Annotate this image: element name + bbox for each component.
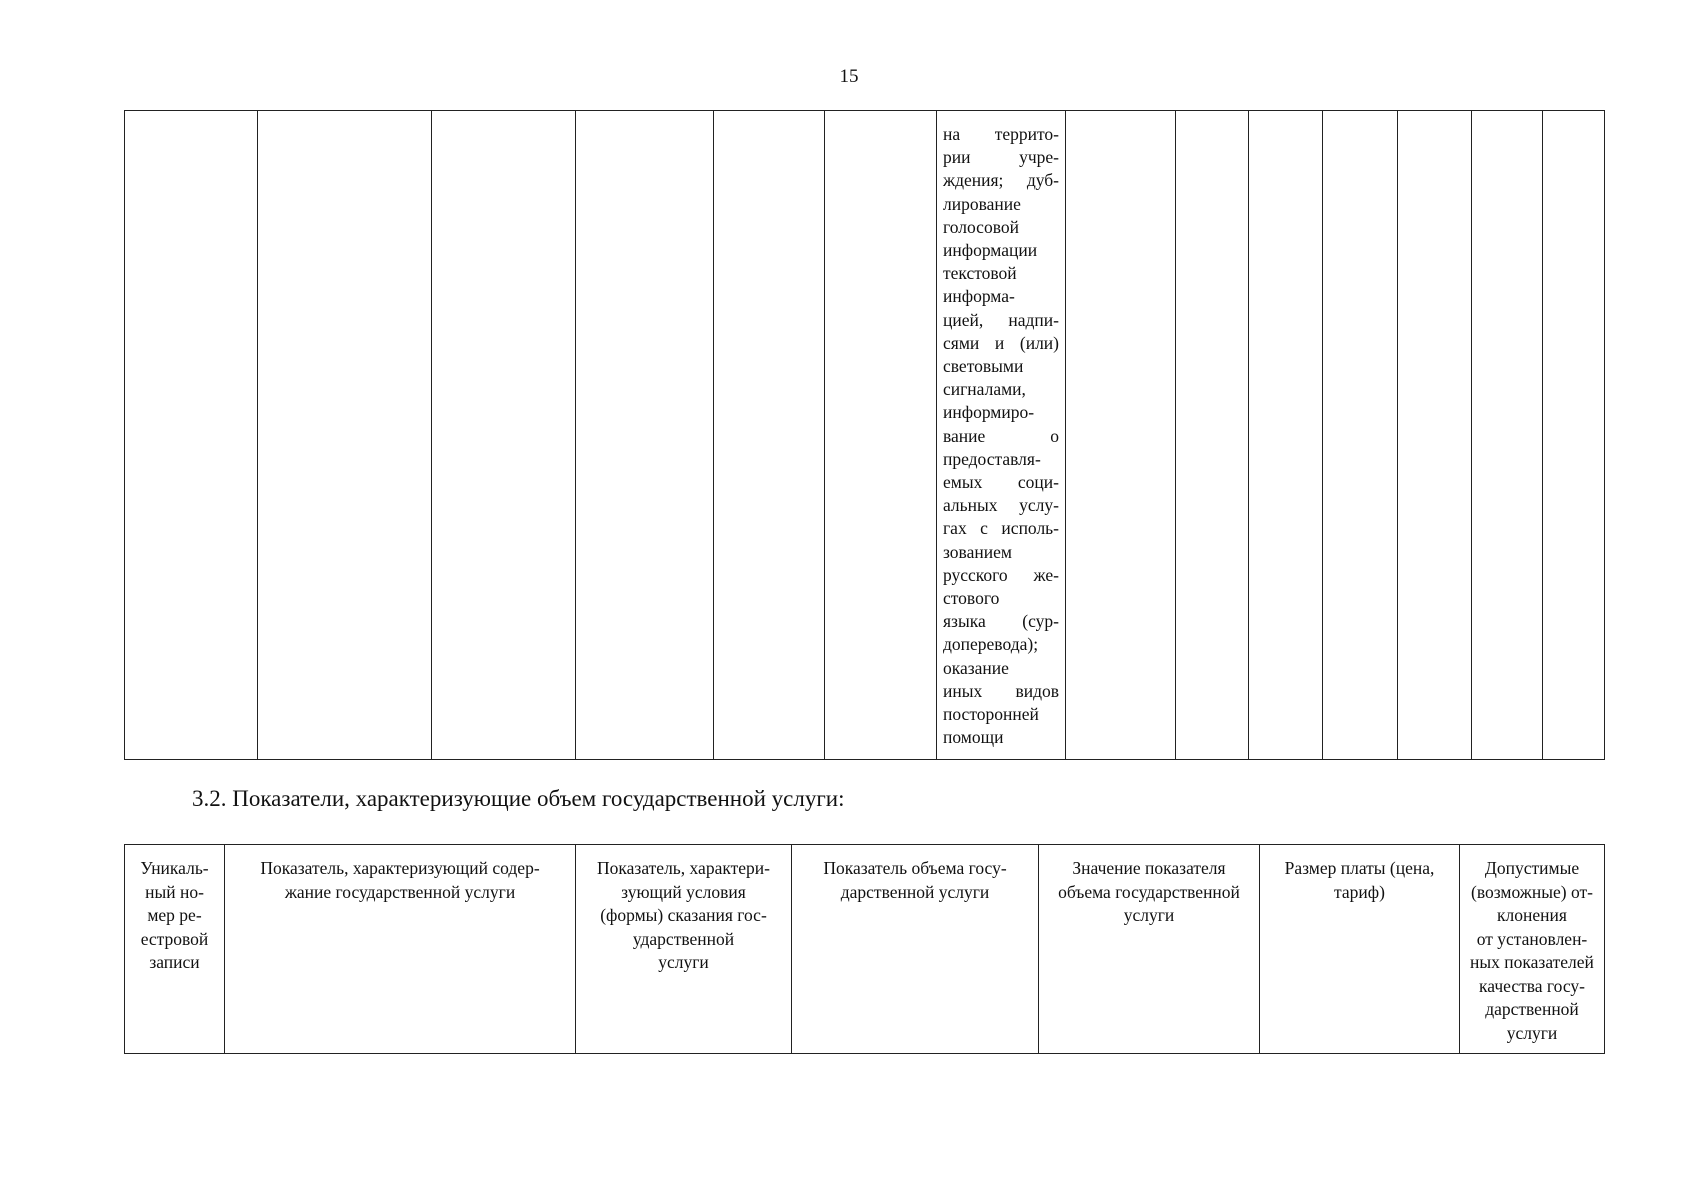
header-text-line: Уникаль- (140, 858, 209, 878)
table-cell (1472, 111, 1543, 760)
header-text-line: дарственной (1485, 999, 1579, 1019)
header-content-indicator (225, 845, 576, 1054)
header-text-line: Размер платы (цена, (1284, 858, 1435, 878)
volume-indicators-table (124, 844, 1605, 1054)
quality-indicators-table-continuation (124, 110, 1605, 760)
table-cell (825, 111, 937, 760)
table-cell (1066, 111, 1176, 760)
page-number: 15 (839, 66, 859, 87)
header-text-line: Показатель объема госу- (823, 858, 1007, 878)
table-cell (1323, 111, 1398, 760)
header-text-line: услуги (1123, 905, 1175, 925)
table-cell (1249, 111, 1323, 760)
header-volume-indicator (792, 845, 1039, 1054)
header-text-line: зующий условия (621, 881, 746, 902)
cell-text-line: предоставля- (943, 448, 1041, 469)
cell-text-line: языка (сур- (943, 611, 1059, 632)
header-allowed-deviations (1460, 845, 1605, 1054)
cell-text-line: доперевода); (943, 634, 1039, 655)
header-text-line: клонения (1497, 905, 1567, 925)
header-text-line: услуги (658, 952, 709, 972)
cell-text-line: информиро- (943, 402, 1035, 423)
header-text-line: мер ре- (147, 905, 202, 925)
cell-text-line: гах с исполь- (943, 518, 1059, 539)
cell-text-line: лирование (943, 193, 1021, 214)
header-text-line: ударственной (632, 928, 735, 949)
header-text-line: Показатель, характеризующий содер- (260, 858, 540, 878)
header-text-line: тариф) (1334, 881, 1385, 902)
cell-text-line: рии учре- (943, 147, 1059, 168)
header-conditions-indicator (576, 845, 792, 1054)
table-row (125, 111, 1605, 760)
header-text-line: ных показателей (1470, 952, 1594, 972)
header-text-line: Допустимые (1484, 858, 1580, 878)
header-text-line: объема государственной (1058, 881, 1240, 902)
cell-text-line: стового (943, 588, 1000, 609)
header-registry-number (125, 845, 225, 1054)
header-text-line: услуги (1506, 1022, 1558, 1043)
cell-text-line: текстовой (943, 263, 1017, 284)
cell-text-line: иных видов (943, 680, 1059, 701)
header-text-line: естровой (140, 928, 209, 949)
cell-text-line: оказание (943, 657, 1009, 678)
cell-text-line: на террито- (943, 124, 1059, 144)
cell-text-line: информа- (943, 286, 1015, 307)
header-text-line: Значение показателя (1072, 858, 1226, 878)
cell-text-line: зованием (943, 541, 1012, 562)
table-cell (1176, 111, 1249, 760)
cell-text-line: сигналами, (943, 379, 1026, 400)
table-cell (1543, 111, 1605, 760)
header-text-line: дарственной услуги (840, 881, 990, 902)
header-fee-amount (1260, 845, 1460, 1054)
header-text-line: записи (149, 952, 200, 972)
cell-text-line: русского же- (943, 564, 1059, 585)
cell-text-line: помощи (943, 727, 1004, 748)
section-heading: 3.2. Показатели, характеризующие объем государственной услуги: (192, 786, 845, 811)
cell-text-line: посторонней (943, 704, 1039, 725)
header-text-line: Показатель, характери- (597, 858, 770, 878)
cell-text-line: ждения; дуб- (943, 170, 1059, 191)
table-cell (1398, 111, 1472, 760)
cell-text-line: цией, надпи- (943, 309, 1059, 330)
table-cell (258, 111, 432, 760)
table-cell (125, 111, 258, 760)
cell-text-line: вание о (943, 425, 1059, 446)
header-text-line: (возможные) от- (1471, 881, 1593, 902)
table-cell (432, 111, 576, 760)
cell-text-line: емых соци- (943, 472, 1059, 493)
cell-text-line: световыми (943, 356, 1024, 377)
indicator-description-cell (937, 111, 1066, 760)
table-cell (576, 111, 714, 760)
header-text-line: от установлен- (1476, 928, 1588, 949)
cell-text-line: сями и (или) (943, 332, 1059, 353)
cell-text-line: голосовой (943, 216, 1019, 237)
header-text-line: качества госу- (1479, 975, 1585, 996)
header-text-line: ный но- (145, 881, 204, 902)
header-volume-value (1039, 845, 1260, 1054)
cell-text-line: информации (943, 240, 1038, 261)
cell-text-line: альных услу- (943, 495, 1059, 516)
header-text-line: жание государственной услуги (284, 881, 516, 902)
header-text-line: (формы) сказания гос- (600, 905, 767, 925)
table-header-row (125, 845, 1605, 1054)
table-cell (714, 111, 825, 760)
